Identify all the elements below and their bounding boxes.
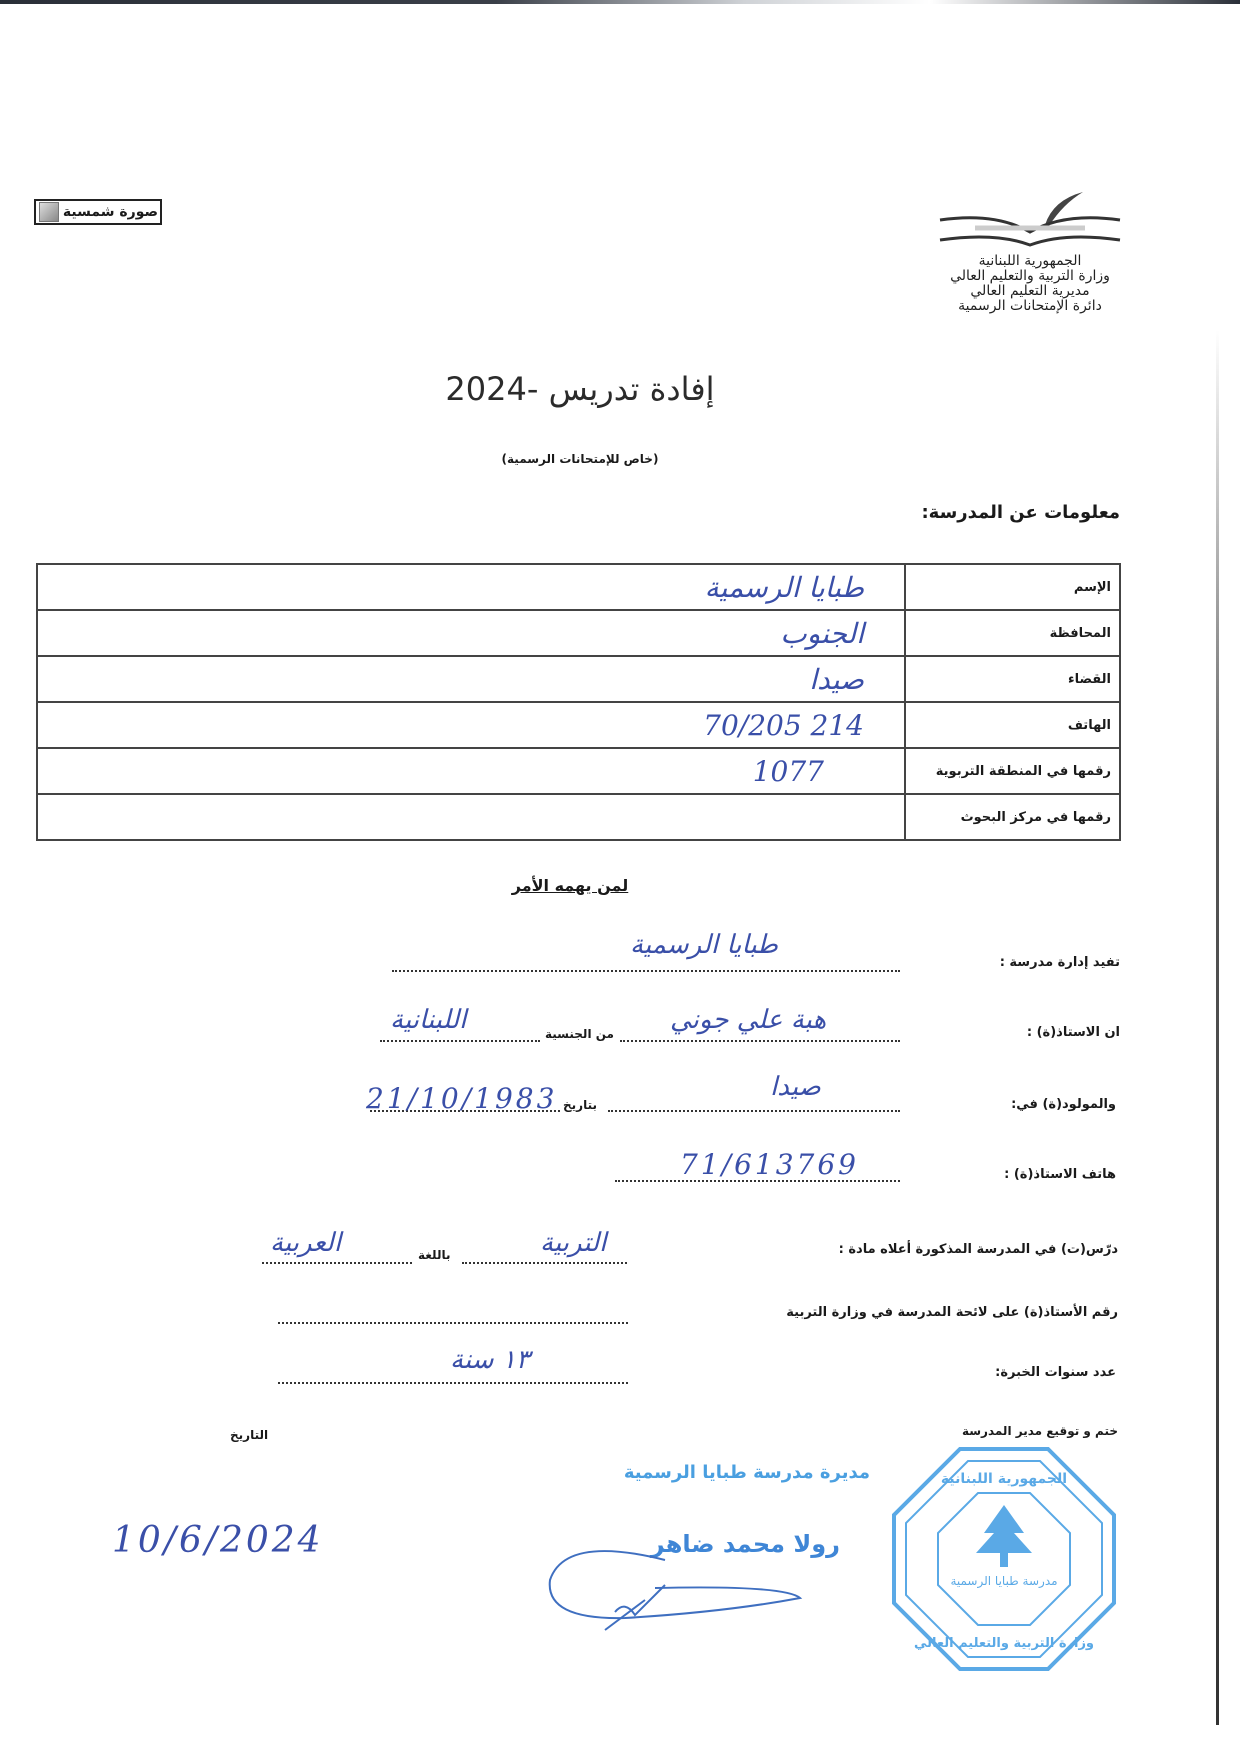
school-dotted-line <box>392 970 900 972</box>
photo-label: صورة شمسية <box>62 204 158 220</box>
row-label: الهاتف <box>905 702 1120 748</box>
row-value[interactable]: صيدا <box>37 656 905 702</box>
date-label: التاريخ <box>230 1428 269 1442</box>
ministry-logo <box>925 190 1135 350</box>
ministry-line: وزارة التربية والتعليم العالي <box>950 268 1110 284</box>
language-dotted-line <box>262 1262 412 1264</box>
experience-value[interactable]: ١٣ سنة <box>450 1345 530 1375</box>
table-row <box>37 748 1120 794</box>
registry-dotted-line <box>278 1322 628 1324</box>
taught-label: درّس(ت) في المدرسة المذكورة أعلاه مادة : <box>838 1242 1118 1257</box>
table-row <box>37 794 1120 840</box>
director-name: رولا محمد ضاهر <box>650 1530 840 1558</box>
director-title: مديرة مدرسة طبايا الرسمية <box>623 1462 870 1483</box>
language-label: باللغة <box>418 1248 451 1262</box>
signature-date-value[interactable]: 10/6/2024 <box>112 1520 324 1561</box>
language-value[interactable]: العربية <box>270 1228 342 1258</box>
born-date-value[interactable]: 21/10/1983 <box>366 1082 558 1115</box>
scan-edge-top <box>0 0 1240 4</box>
row-label: رقمها في المنطقة التربوية <box>905 748 1120 794</box>
section-title: معلومات عن المدرسة: <box>921 502 1120 523</box>
row-value[interactable] <box>37 794 905 840</box>
ministry-line: دائرة الإمتحانات الرسمية <box>958 298 1102 314</box>
to-whom-heading: لمن يهمه الأمر <box>511 876 629 895</box>
table-row <box>37 610 1120 656</box>
scan-edge-right <box>1216 330 1219 1725</box>
row-value[interactable]: 70/205 214 <box>37 702 905 748</box>
table-row <box>37 656 1120 702</box>
stamp-signature-label: ختم و توقيع مدير المدرسة <box>961 1424 1118 1438</box>
row-value[interactable]: طبايا الرسمية <box>37 564 905 610</box>
table-row <box>37 702 1120 748</box>
experience-dotted-line <box>278 1382 628 1384</box>
row-label: القضاء <box>905 656 1120 702</box>
row-label: رقمها في مركز البحوث <box>905 794 1120 840</box>
stamp-bottom-text: وزارة التربية والتعليم العالي <box>913 1636 1095 1651</box>
teacher-value[interactable]: هبة علي جوني <box>670 1005 827 1035</box>
registry-label: رقم الأستاذ(ة) على لائحة المدرسة في وزارة التربية <box>786 1305 1118 1320</box>
phone-label: هاتف الاستاذ(ة) : <box>1004 1167 1116 1182</box>
school-value[interactable]: طبايا الرسمية <box>630 930 778 960</box>
phone-value[interactable]: 71/613769 <box>680 1148 859 1181</box>
experience-label: عدد سنوات الخبرة: <box>995 1365 1116 1380</box>
official-stamp <box>890 1445 1118 1673</box>
photo-placeholder <box>34 199 162 225</box>
row-label: الإسم <box>905 564 1120 610</box>
nationality-label: من الجنسية <box>545 1027 614 1041</box>
teacher-label: ان الاستاذ(ة) : <box>1026 1025 1120 1040</box>
nationality-dotted-line <box>380 1040 540 1042</box>
cedar-tree-icon <box>976 1505 1032 1567</box>
born-place-value[interactable]: صيدا <box>770 1072 821 1102</box>
teacher-dotted-line <box>620 1040 900 1042</box>
subject-value[interactable]: التربية <box>540 1228 607 1258</box>
ministry-line: مديرية التعليم العالي <box>970 283 1090 299</box>
table-row <box>37 564 1120 610</box>
document-title: إفادة تدريس -2024 <box>445 370 715 408</box>
stamp-top-text: الجمهورية اللبنانية <box>940 1471 1068 1487</box>
nationality-value[interactable]: اللبنانية <box>390 1005 467 1035</box>
subject-dotted-line <box>462 1262 627 1264</box>
row-value[interactable]: 1077 <box>37 748 905 794</box>
born-label: والمولود(ة) في: <box>1011 1097 1116 1112</box>
document-subtitle: (خاص للإمتحانات الرسمية) <box>501 452 659 466</box>
stamp-center-text: مدرسة طبايا الرسمية <box>950 1574 1058 1588</box>
handwritten-signature <box>545 1540 825 1650</box>
open-book-quill-icon <box>935 190 1125 250</box>
row-value[interactable]: الجنوب <box>37 610 905 656</box>
row-label: المحافظة <box>905 610 1120 656</box>
ministry-line: الجمهورية اللبنانية <box>978 253 1082 269</box>
born-date-label: بتاريخ <box>563 1098 597 1112</box>
image-icon <box>39 202 59 222</box>
school-label: تفيد إدارة مدرسة : <box>999 955 1120 970</box>
school-info-table <box>36 563 1121 841</box>
born-place-dotted-line <box>608 1110 900 1112</box>
